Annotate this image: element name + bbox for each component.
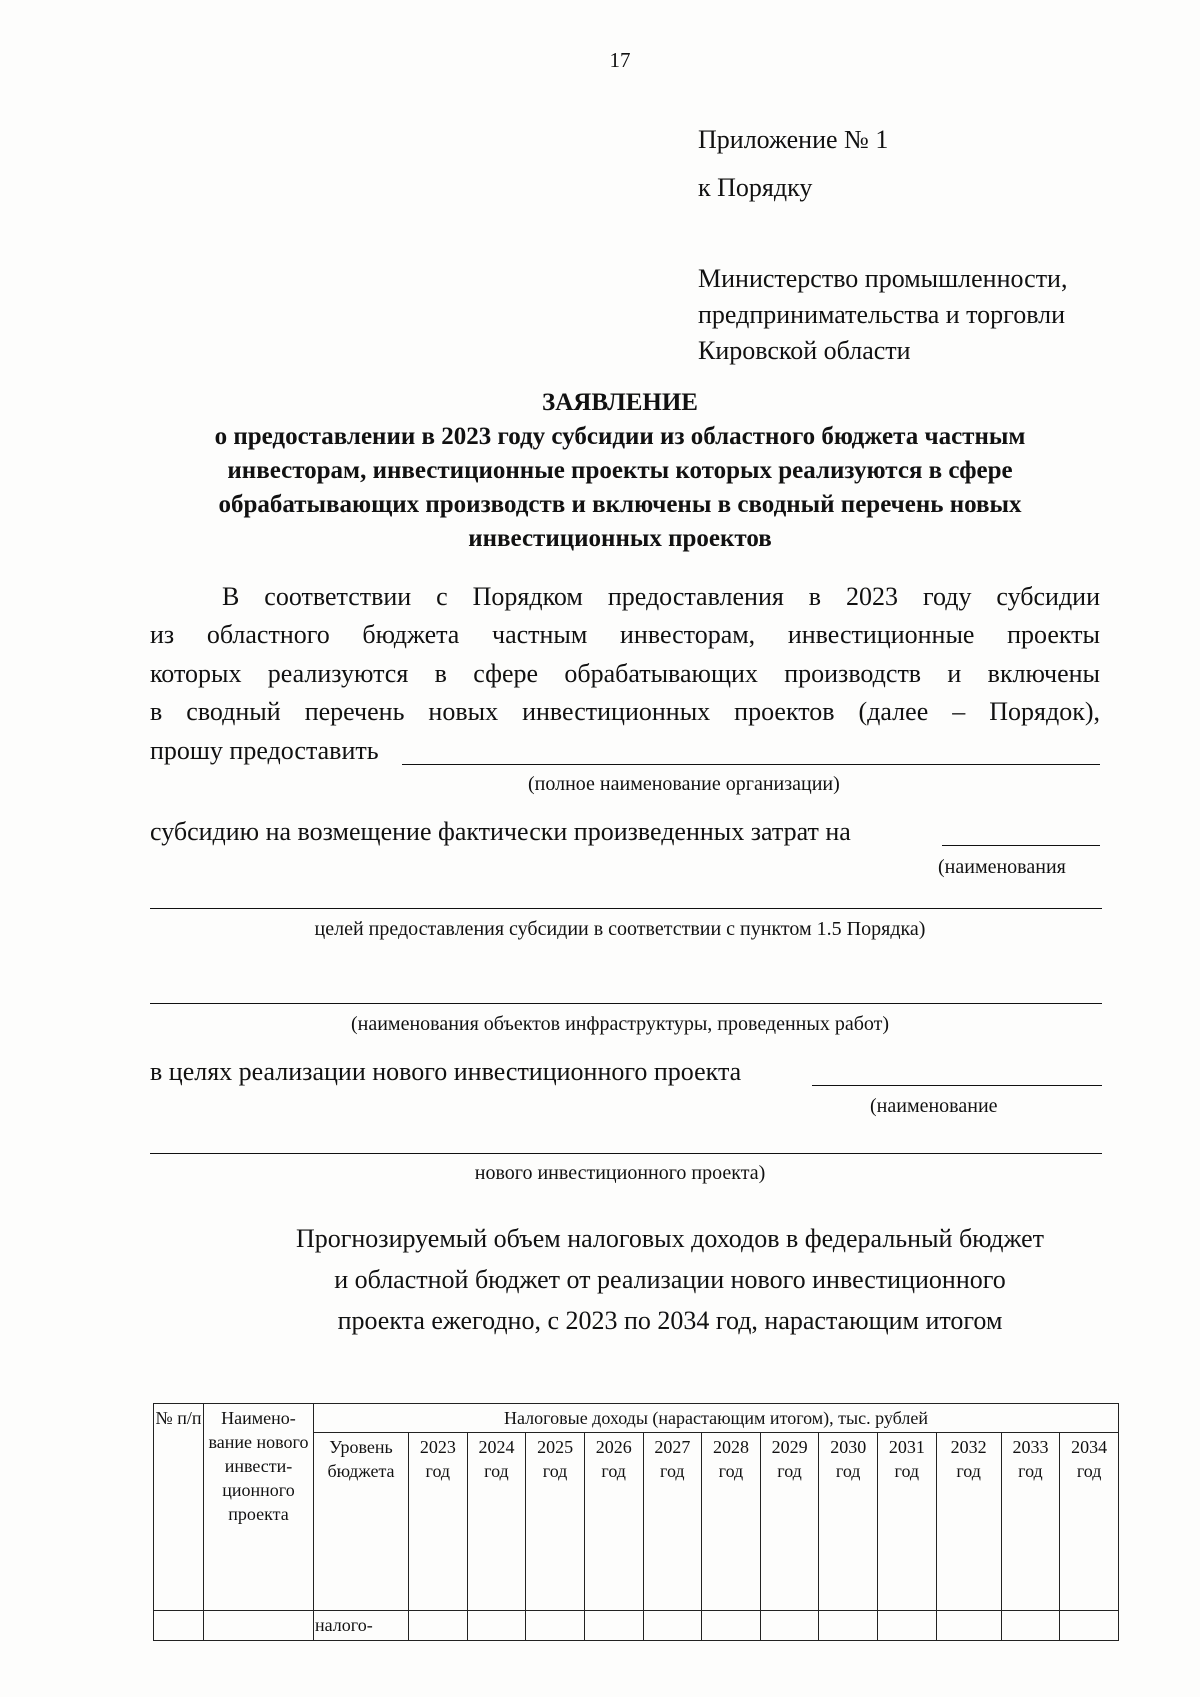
header-year: 2027 год <box>643 1433 702 1611</box>
goals-field[interactable] <box>150 908 1102 909</box>
body-line-2: из областного бюджета частным инвесторам, инвестиционные проекты <box>150 620 1100 649</box>
table-cell[interactable] <box>643 1611 702 1641</box>
project-name-field[interactable] <box>812 1085 1102 1086</box>
table-cell-budget-level: налого- <box>314 1611 409 1641</box>
header-year: 2032 год <box>936 1433 1001 1611</box>
hint-goals: целей предоставления субсидии в соответствии с пунктом 1.5 Порядка) <box>314 918 926 940</box>
title-line-3: обрабатывающих производств и включены в сводный перечень новых <box>218 491 1022 518</box>
body-line-4: в сводный перечень новых инвестиционных проектов (далее – Порядок), <box>150 697 1100 726</box>
header-year: 2033 год <box>1001 1433 1060 1611</box>
project-line: в целях реализации нового инвестиционного проекта <box>150 1057 742 1086</box>
header-year: 2029 год <box>760 1433 819 1611</box>
title-line-4: инвестиционных проектов <box>468 525 772 552</box>
table-cell[interactable] <box>1001 1611 1060 1641</box>
addressee-line-2: предпринимательства и торговли <box>698 300 1066 329</box>
header-year: 2030 год <box>819 1433 878 1611</box>
body-line-3: которых реализуются в сфере обрабатывающих производств и включены <box>150 659 1100 688</box>
table-cell[interactable] <box>936 1611 1001 1641</box>
header-year: 2031 год <box>878 1433 937 1611</box>
table-cell[interactable] <box>584 1611 643 1641</box>
body-line-5: прошу предоставить <box>150 736 379 765</box>
table-cell[interactable] <box>409 1611 468 1641</box>
table-cell[interactable] <box>702 1611 761 1641</box>
body-line-1: В соответствии с Порядком предоставления в 2023 году субсидии <box>222 582 1100 611</box>
title-line-1: о предоставлении в 2023 году субсидии из областного бюджета частным <box>214 423 1026 450</box>
header-year: 2034 год <box>1060 1433 1119 1611</box>
header-number: № п/п <box>154 1404 204 1611</box>
table-cell[interactable] <box>819 1611 878 1641</box>
title-line-2: инвесторам, инвестиционные проекты которых реализуются в сфере <box>227 457 1013 484</box>
hint-objects: (наименования объектов инфраструктуры, проведенных работ) <box>350 1013 890 1035</box>
table-caption-line-2: и областной бюджет от реализации нового инвестиционного <box>334 1265 1006 1294</box>
header-year: 2028 год <box>702 1433 761 1611</box>
header-tax-revenue: Налоговые доходы (нарастающим итогом), тыс. рублей <box>314 1404 1119 1433</box>
appendix-reference: к Порядку <box>698 173 813 202</box>
subsidy-line: субсидию на возмещение фактически произведенных затрат на <box>150 817 851 846</box>
tax-revenue-table <box>153 1403 1119 1641</box>
header-year: 2023 год <box>409 1433 468 1611</box>
hint-project: нового инвестиционного проекта) <box>474 1162 766 1184</box>
document-heading: ЗАЯВЛЕНИЕ <box>542 389 698 416</box>
table-cell[interactable] <box>154 1611 204 1641</box>
table-cell[interactable] <box>878 1611 937 1641</box>
hint-organization: (полное наименование организации) <box>528 773 840 795</box>
table-cell[interactable] <box>467 1611 526 1641</box>
objects-field[interactable] <box>150 1003 1102 1004</box>
table-caption-line-3: проекта ежегодно, с 2023 по 2034 год, нарастающим итогом <box>337 1306 1003 1335</box>
addressee-line-1: Министерство промышленности, <box>698 264 1068 293</box>
project-full-name-field[interactable] <box>150 1153 1102 1154</box>
table-row <box>154 1611 1119 1641</box>
org-name-field[interactable] <box>402 764 1100 765</box>
table-cell[interactable] <box>760 1611 819 1641</box>
header-year: 2024 год <box>467 1433 526 1611</box>
header-year: 2025 год <box>526 1433 585 1611</box>
table-cell[interactable] <box>204 1611 314 1641</box>
table-cell[interactable] <box>526 1611 585 1641</box>
table-caption-line-1: Прогнозируемый объем налоговых доходов в федеральный бюджет <box>295 1224 1045 1253</box>
table-cell[interactable] <box>1060 1611 1119 1641</box>
hint-names: (наименования <box>938 856 1066 878</box>
header-year: 2026 год <box>584 1433 643 1611</box>
page-number: 17 <box>609 48 631 72</box>
addressee-line-3: Кировской области <box>698 336 911 365</box>
hint-name: (наименование <box>870 1095 998 1117</box>
appendix-label: Приложение № 1 <box>698 125 889 154</box>
costs-field[interactable] <box>942 845 1100 846</box>
header-budget-level: Уровень бюджета <box>314 1433 409 1611</box>
header-project-name: Наимено-вание нового инвести-ционного проекта <box>204 1404 314 1611</box>
